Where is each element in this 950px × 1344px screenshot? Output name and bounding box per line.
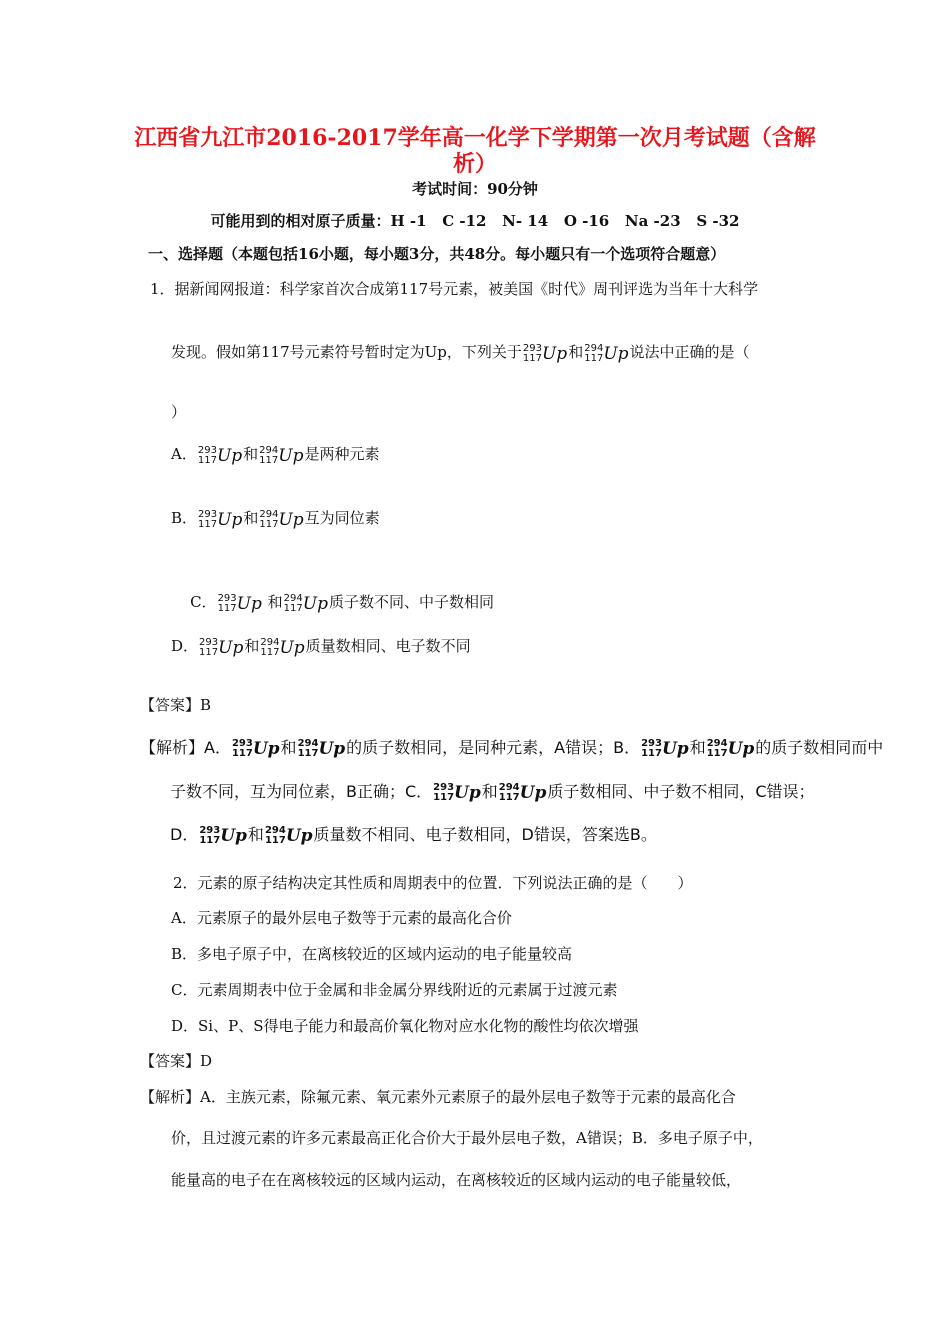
document-title-line1: 江西省九江市2016-2017学年高一化学下学期第一次月考试题（含解 (134, 125, 816, 151)
exam-time: 考试时间：90分钟 (412, 180, 538, 198)
q1-option-c: C．293 117Up 和294 117Up质子数不同、中子数相同 (190, 592, 494, 614)
q1-analysis-line1: 【解析】A．293 117Up和294 117Up的质子数相同，是同种元素，A错误；B．293 117Up和294 117Up的质子数相同而中 (140, 737, 884, 759)
q1-option-d: D．293 117Up和294 117Up质量数相同、电子数不同 (171, 636, 471, 658)
q2-option-b: B．多电子原子中，在离核较近的区域内运动的电子能量较高 (171, 945, 573, 963)
q2-option-a: A．元素原子的最外层电子数等于元素的最高化合价 (171, 909, 512, 927)
q1-analysis-line2: 子数不同，互为同位素，B正确；C．293 117Up和294 117Up质子数相同、中子数不相同，C错误； (170, 781, 815, 803)
nuclide-294-up: 294 117Up (260, 636, 305, 658)
nuclide-293-up: 293 117Up (199, 824, 247, 846)
nuclide-294-up: 294 117Up (259, 508, 304, 530)
q1-stem-line3: ） (171, 403, 187, 421)
nuclide-293-up: 293 117Up (198, 508, 243, 530)
nuclide-294-up: 294 117Up (264, 824, 313, 846)
q2-analysis-line2: 价，且过渡元素的许多元素最高正化合价大于最外层电子数，A错误；B．多电子原子中， (171, 1129, 763, 1147)
q1-stem-line1: 1．据新闻网报道：科学家首次合成第117号元素，被美国《时代》周刊评选为当年十大科学 (150, 280, 759, 298)
nuclide-293-up: 293 117Up (641, 737, 689, 759)
nuclide-294-up: 294 117Up (283, 592, 328, 614)
nuclide-293-up: 293 117Up (231, 737, 280, 759)
q1-stem-text: 发现。假如第117号元素符号暂时定为Up，下列关于 (171, 343, 522, 361)
q2-analysis-line1: 【解析】A．主族元素，除氟元素、氧元素外元素原子的最外层电子数等于元素的最高化合 (140, 1088, 736, 1106)
nuclide-294-up: 294 117Up (297, 737, 346, 759)
nuclide-293-up: 293 117Up (197, 444, 243, 466)
q1-option-b: B．293 117Up和294 117Up互为同位素 (171, 508, 380, 530)
nuclide-293-up: 293 117Up (199, 636, 244, 658)
q2-option-d: D．Si、P、S得电子能力和最高价氧化物对应水化物的酸性均依次增强 (171, 1017, 639, 1035)
q2-option-c: C．元素周期表中位于金属和非金属分界线附近的元素属于过渡元素 (171, 981, 618, 999)
q1-analysis-line3: D．293 117Up和294 117Up质量数不相同、电子数相同，D错误，答案选B。 (170, 824, 657, 846)
nuclide-294-up: 294 117Up (259, 444, 304, 466)
q1-stem-and: 和 (568, 343, 584, 361)
q1-stem-line2 (171, 342, 750, 364)
nuclide-293-up: 293 117Up (217, 592, 262, 614)
nuclide-294-up: 294 117Up (498, 781, 547, 803)
nuclide-294-up: 294 117Up (584, 342, 629, 364)
q2-analysis-line3: 能量高的电子在在离核较远的区域内运动，在离核较近的区域内运动的电子能量较低， (171, 1171, 742, 1189)
q2-stem: 2．元素的原子结构决定其性质和周期表中的位置．下列说法正确的是（ ） (173, 874, 693, 892)
nuclide-293-up: 293 117Up (433, 781, 481, 803)
nuclide-293-up: 293 117Up (522, 342, 568, 364)
q1-option-a: A．293 117Up和294 117Up是两种元素 (171, 444, 380, 466)
q1-answer: 【答案】B (140, 696, 212, 714)
atomic-masses: 可能用到的相对原子质量：H -1 C -12 N- 14 O -16 Na -23 S -32 (210, 212, 740, 230)
section1-heading: 一、选择题（本题包括16小题，每小题3分，共48分。每小题只有一个选项符合题意） (148, 245, 726, 263)
nuclide-294-up: 294 117Up (706, 737, 755, 759)
q2-answer: 【答案】D (140, 1052, 213, 1070)
q1-stem-text-end: 说法中正确的是（ (629, 343, 750, 361)
document-title-line2: 析） (452, 151, 497, 177)
